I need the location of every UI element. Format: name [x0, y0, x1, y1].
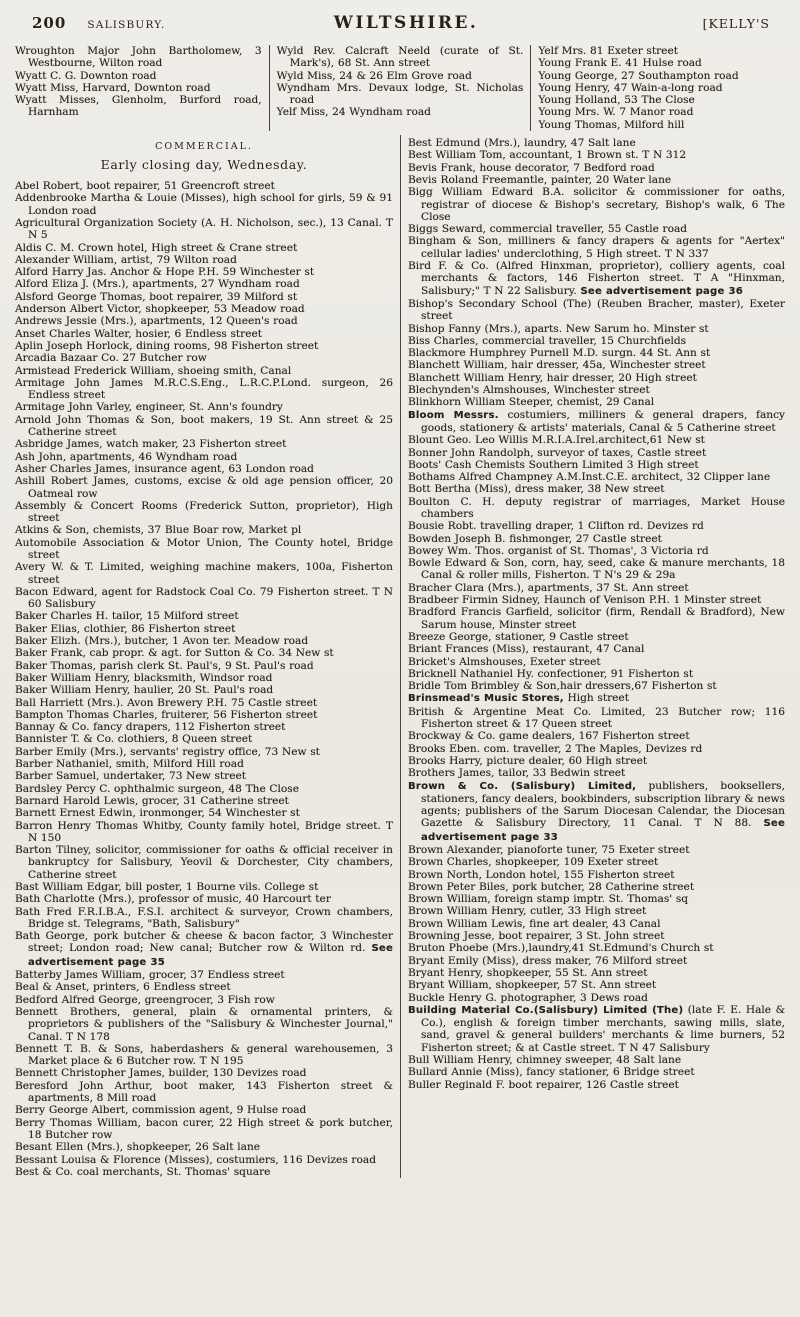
entry-text: Barton Tilney, solicitor, commissioner for oaths & official receiver in bankruptcy for Salisbury, Yeovil & Dorchester, City chambers, Catherine street — [15, 844, 393, 881]
residents-column-1 — [8, 45, 269, 131]
directory-entry — [15, 365, 393, 377]
directory-entry — [408, 223, 785, 235]
entry-text: Brown William Lewis, fine art dealer, 43 Canal — [408, 917, 661, 930]
directory-entry — [15, 660, 393, 672]
directory-entry — [408, 323, 785, 335]
directory-entry — [408, 656, 785, 668]
entry-text: Automobile Association & Motor Union, The County hotel, Bridge street — [15, 536, 393, 561]
directory-entry — [15, 733, 393, 745]
entry-text: Blinkhorn William Steeper, chemist, 29 Canal — [408, 396, 655, 409]
directory-entry — [15, 1104, 393, 1116]
directory-entry — [408, 186, 785, 223]
entry-text: Yelf Miss, 24 Wyndham road — [276, 106, 431, 119]
directory-entry — [408, 692, 785, 705]
entry-text: Bishop Fanny (Mrs.), aparts. New Sarum ho. Minster st — [408, 322, 709, 335]
entry-text: Aldis C. M. Crown hotel, High street & Crane street — [15, 241, 298, 254]
directory-entry — [15, 881, 393, 893]
entry-text: Best & Co. coal merchants, St. Thomas' square — [15, 1165, 271, 1178]
entry-text: Blackmore Humphrey Purnell M.D. surgn. 44 St. Ann st — [408, 347, 711, 360]
directory-entry — [408, 680, 785, 692]
entry-text: Addenbrooke Martha & Louie (Misses), high school for girls, 59 & 91 London road — [15, 192, 393, 217]
directory-entry — [408, 955, 785, 967]
directory-entry — [15, 401, 393, 413]
directory-entry — [15, 1141, 393, 1153]
entry-text: Beresford John Arthur, boot maker, 143 Fisherton street & apartments, 8 Mill road — [15, 1079, 393, 1105]
header-county-title: WILTSHIRE. — [333, 13, 479, 33]
directory-entry — [15, 610, 393, 622]
directory-entry — [15, 463, 393, 475]
directory-entry — [15, 981, 393, 993]
entry-text: Armistead Frederick William, shoeing smith, Canal — [15, 364, 292, 377]
directory-entry — [277, 45, 524, 70]
directory-entry — [408, 409, 785, 435]
entry-text: Bannister T. & Co. clothiers, 8 Queen street — [15, 733, 253, 746]
entry-text: Wyatt Misses, Glenholm, Burford road, Harnham — [15, 94, 262, 119]
entry-text: Bryant William, shopkeeper, 57 St. Ann street — [408, 979, 657, 992]
directory-entry — [538, 57, 785, 69]
entry-text: Buckle Henry G. photographer, 3 Dews road — [408, 991, 648, 1004]
entry-text: Andrews Jessie (Mrs.), apartments, 12 Queen's road — [15, 315, 298, 328]
entry-text: Best Edmund (Mrs.), laundry, 47 Salt lane — [408, 137, 636, 150]
directory-entry — [408, 557, 785, 582]
directory-entry — [15, 278, 393, 290]
directory-entry — [15, 647, 393, 659]
directory-entry — [15, 217, 393, 242]
directory-entry — [15, 783, 393, 795]
entry-bold-text: See advertisement page 35 — [28, 943, 393, 968]
entry-text: Brown North, London hotel, 155 Fisherton street — [408, 868, 675, 881]
directory-entry — [408, 668, 785, 680]
commercial-column-left — [8, 135, 400, 1178]
entry-text: Avery W. & T. Limited, weighing machine makers, 100a, Fisherton street — [15, 561, 393, 586]
directory-entry — [15, 45, 262, 70]
directory-entry — [408, 162, 785, 174]
entry-text: Alford Eliza J. (Mrs.), apartments, 27 Wyndham road — [15, 278, 300, 291]
directory-entry — [408, 483, 785, 495]
residents-column-3 — [530, 45, 792, 131]
directory-entry — [15, 315, 393, 327]
directory-entry — [15, 684, 393, 696]
directory-entry — [15, 303, 393, 315]
directory-entry — [408, 767, 785, 779]
directory-entry — [15, 377, 393, 402]
directory-entry — [15, 94, 262, 119]
entry-text: Bott Bertha (Miss), dress maker, 38 New street — [408, 483, 665, 496]
entry-text: publishers, booksellers, stationers, fancy dealers, bookbinders, subscription library & news agents; publishers of the Sarum Diocesan Calendar, the Diocesan Gazette & Salisbury Directory, 11 Canal. T N 88. — [421, 779, 785, 830]
entry-text: Blanchett William, hair dresser, 45a, Winchester street — [408, 359, 706, 372]
directory-entry — [408, 520, 785, 532]
page-number: 200 — [32, 14, 67, 32]
directory-entry — [408, 1066, 785, 1078]
entry-text: Bricknell Nathaniel Hy. confectioner, 91 Fisherton st — [408, 667, 694, 680]
entry-text: Bardsley Percy C. ophthalmic surgeon, 48 The Close — [15, 782, 299, 795]
directory-entry — [408, 942, 785, 954]
entry-text: Breeze George, stationer, 9 Castle street — [408, 630, 629, 643]
entry-text: Bousie Robt. travelling draper, 1 Clifton rd. Devizes rd — [408, 520, 704, 533]
entry-text: Brown Alexander, pianoforte tuner, 75 Exeter street — [408, 844, 690, 856]
entry-text: Ball Harriett (Mrs.). Avon Brewery P.H. 75 Castle street — [15, 696, 318, 709]
directory-entry — [408, 1004, 785, 1054]
residents-continuation-section — [8, 45, 792, 131]
directory-entry — [277, 70, 524, 82]
directory-entry — [15, 746, 393, 758]
directory-entry — [15, 807, 393, 819]
entry-text: Young Holland, 53 The Close — [538, 94, 695, 107]
entry-text: Brown Charles, shopkeeper, 109 Exeter street — [408, 856, 659, 869]
entry-text: Atkins & Son, chemists, 37 Blue Boar row, Market pl — [15, 524, 302, 537]
directory-entry — [408, 869, 785, 881]
directory-entry — [408, 347, 785, 359]
directory-entry — [408, 582, 785, 594]
entry-text: Besant Ellen (Mrs.), shopkeeper, 26 Salt lane — [15, 1141, 261, 1154]
directory-entry — [15, 1043, 393, 1068]
directory-entry — [15, 969, 393, 981]
directory-entry — [15, 500, 393, 525]
directory-entry — [408, 881, 785, 893]
directory-entry — [15, 328, 393, 340]
directory-entry — [408, 137, 785, 149]
entry-text: Bowey Wm. Thos. organist of St. Thomas', 3 Victoria rd — [408, 544, 709, 557]
entry-text: Wyld Miss, 24 & 26 Elm Grove road — [276, 69, 472, 82]
entry-text: Baker William Henry, blacksmith, Windsor road — [15, 671, 273, 684]
directory-entry — [15, 1006, 393, 1043]
directory-entry — [15, 1166, 393, 1178]
entry-text: Bedford Alfred George, greengrocer, 3 Fish row — [15, 993, 275, 1006]
directory-entry — [15, 586, 393, 611]
directory-entry — [15, 893, 393, 905]
directory-entry — [15, 1080, 393, 1105]
entry-text: Bradbeer Firmin Sidney, Haunch of Venison P.H. 1 Minster street — [408, 594, 762, 607]
entry-text: Bacon Edward, agent for Radstock Coal Co. 79 Fisherton street. T N 60 Salisbury — [15, 585, 393, 611]
directory-entry — [15, 1117, 393, 1142]
entry-text: Arnold John Thomas & Son, boot makers, 19 St. Ann street & 25 Catherine street — [15, 413, 393, 439]
entry-text: Abel Robert, boot repairer, 51 Greencroft street — [15, 180, 275, 193]
directory-entry — [15, 770, 393, 782]
header-place-label: SALISBURY. — [87, 19, 166, 31]
directory-entry — [15, 192, 393, 217]
entry-text: Brockway & Co. game dealers, 167 Fisherton street — [408, 730, 690, 743]
entry-text: Asher Charles James, insurance agent, 63 London road — [15, 462, 314, 475]
commercial-heading: COMMERCIAL. — [155, 141, 253, 153]
entry-text: Ashill Robert James, customs, excise & old age pension officer, 20 Oatmeal row — [15, 475, 393, 500]
directory-entry — [408, 930, 785, 942]
entry-text: Young Mrs. W. 7 Manor road — [538, 106, 694, 119]
directory-entry — [408, 643, 785, 655]
directory-entry — [408, 706, 785, 731]
entry-text: Berry Thomas William, bacon curer, 22 High street & pork butcher, 18 Butcher row — [15, 1116, 393, 1141]
entry-text: Bevis Frank, house decorator, 7 Bedford road — [408, 161, 655, 174]
directory-entry — [408, 174, 785, 186]
directory-entry — [408, 1054, 785, 1066]
directory-entry — [408, 905, 785, 917]
directory-entry — [15, 414, 393, 439]
directory-entry — [15, 906, 393, 931]
entry-text: Brown William Henry, cutler, 33 High street — [408, 905, 647, 918]
entry-text: Young Henry, 47 Wain-a-long road — [538, 81, 723, 94]
directory-entry — [15, 697, 393, 709]
directory-entry — [277, 82, 524, 107]
entry-text: Blechynden's Almshouses, Winchester street — [408, 384, 650, 397]
commercial-column-right — [400, 135, 792, 1178]
entry-text: Blanchett William Henry, hair dresser, 20 High street — [408, 371, 697, 384]
directory-entry — [408, 1079, 785, 1091]
directory-entry — [15, 438, 393, 450]
directory-entry — [408, 594, 785, 606]
directory-entry — [408, 730, 785, 742]
directory-entry — [538, 70, 785, 82]
directory-entry — [408, 335, 785, 347]
directory-entry — [15, 537, 393, 562]
entry-text: Barber Samuel, undertaker, 73 New street — [15, 770, 247, 783]
entry-text: Brown Peter Biles, pork butcher, 28 Catherine street — [408, 880, 695, 893]
directory-entry — [15, 291, 393, 303]
directory-entry — [408, 298, 785, 323]
entry-text: Boulton C. H. deputy registrar of marriages, Market House chambers — [408, 495, 785, 520]
entry-text: Biggs Seward, commercial traveller, 55 Castle road — [408, 223, 688, 236]
entry-text: Aplin Joseph Horlock, dining rooms, 98 Fisherton street — [15, 339, 319, 352]
directory-entry — [408, 631, 785, 643]
header-directory-label: [KELLY'S — [702, 16, 770, 31]
directory-entry — [15, 1154, 393, 1166]
entry-text: Bothams Alfred Champney A.M.Inst.C.E. architect, 32 Clipper lane — [408, 471, 771, 484]
directory-entry — [15, 844, 393, 881]
directory-entry — [408, 359, 785, 371]
entry-text: Agricultural Organization Society (A. H. Nicholson, sec.), 13 Canal. T N 5 — [15, 216, 393, 242]
entry-text: Bevis Roland Freemantle, painter, 20 Water lane — [408, 173, 672, 186]
directory-entry — [408, 743, 785, 755]
entry-text: Wyatt C. G. Downton road — [15, 69, 157, 82]
entry-text: Bingham & Son, milliners & fancy drapers & agents for "Aertex" cellular ladies' underclothing, 5 High street. T N 337 — [408, 235, 785, 260]
directory-entry — [408, 260, 785, 298]
entry-text: Bath Charlotte (Mrs.), professor of music, 40 Harcourt ter — [15, 893, 331, 906]
directory-entry — [15, 180, 393, 192]
entry-text: Bishop's Secondary School (The) (Reuben Bracher, master), Exeter street — [408, 297, 785, 323]
entry-text: Briant Frances (Miss), restaurant, 47 Canal — [408, 643, 645, 656]
directory-entry — [15, 561, 393, 586]
entry-text: Bryant Henry, shopkeeper, 55 St. Ann street — [408, 966, 648, 979]
entry-text: Bricket's Almshouses, Exeter street — [408, 655, 601, 668]
entry-text: Wyld Rev. Calcraft Neeld (curate of St. Mark's), 68 St. Ann street — [276, 45, 524, 70]
entry-text: (late F. E. Hale & Co.), english & foreign timber merchants, sawing mills, slate, sand, gravel & general builders' merchants & lime burners, 52 Fisherton street; & at Castle street. T N 47 Salisbury — [421, 1003, 785, 1054]
entry-text: Best William Tom, accountant, 1 Brown st. T N 312 — [408, 149, 687, 162]
entry-text: Baker William Henry, haulier, 20 St. Paul's road — [15, 684, 274, 697]
entry-text: Barnard Harold Lewis, grocer, 31 Catherine street — [15, 794, 289, 807]
entry-text: Young Frank E. 41 Hulse road — [538, 57, 702, 70]
entry-text: Brooks Harry, picture dealer, 60 High street — [408, 754, 648, 767]
directory-entry — [538, 106, 785, 118]
directory-entry — [15, 635, 393, 647]
directory-entry — [408, 992, 785, 1004]
directory-entry — [15, 709, 393, 721]
entry-text: Baker Elias, clothier, 86 Fisherton street — [15, 622, 236, 635]
entry-text: Bast William Edgar, bill poster, 1 Bourne vils. College st — [15, 881, 319, 893]
entry-text: Bigg William Edward B.A. solicitor & commissioner for oaths, registrar of diocese & Bishop's secretary, Bishop's walk, 6 The Close — [408, 186, 785, 223]
directory-entry — [408, 606, 785, 631]
entry-text: Biss Charles, commercial traveller, 15 Churchfields — [408, 334, 687, 347]
entry-text: Baker Frank, cab propr. & agt. for Sutton & Co. 34 New st — [15, 647, 334, 660]
entry-text: Bampton Thomas Charles, fruiterer, 56 Fisherton street — [15, 708, 318, 721]
directory-entry — [408, 979, 785, 991]
entry-text: Assembly & Concert Rooms (Frederick Sutton, proprietor), High street — [15, 499, 393, 525]
entry-text: Anset Charles Walter, hosier, 6 Endless street — [15, 327, 263, 340]
directory-entry — [277, 106, 524, 118]
entry-text: Ash John, apartments, 46 Wyndham road — [15, 450, 238, 463]
directory-entry — [408, 533, 785, 545]
directory-entry — [15, 758, 393, 770]
directory-entry — [408, 434, 785, 446]
directory-entry — [538, 94, 785, 106]
entry-text: Alexander William, artist, 79 Wilton road — [15, 253, 237, 266]
entry-bold-text: Brinsmead's Music Stores, — [408, 693, 564, 705]
directory-entry — [15, 451, 393, 463]
entry-text: Brothers James, tailor, 33 Bedwin street — [408, 767, 626, 780]
directory-entry — [408, 149, 785, 161]
entry-text: Yelf Mrs. 81 Exeter street — [538, 45, 678, 57]
entry-text: Browning Jesse, boot repairer, 3 St. John street — [408, 930, 665, 943]
residents-column-2 — [269, 45, 531, 131]
directory-entry — [408, 893, 785, 905]
early-closing-note: Early closing day, Wednesday. — [100, 157, 308, 173]
directory-entry — [408, 918, 785, 930]
entry-text: Bessant Louisa & Florence (Misses), costumiers, 116 Devizes road — [15, 1153, 376, 1166]
entry-bold-text: Building Material Co.(Salisbury) Limited (The) — [408, 1004, 684, 1016]
entry-text: Berry George Albert, commission agent, 9 Hulse road — [15, 1104, 307, 1117]
directory-entry — [538, 119, 785, 131]
directory-entry — [408, 780, 785, 844]
directory-entry — [408, 844, 785, 856]
entry-text: Arcadia Bazaar Co. 27 Butcher row — [15, 352, 207, 365]
entry-text: Wyndham Mrs. Devaux lodge, St. Nicholas road — [276, 81, 524, 107]
entry-text: Bracher Clara (Mrs.), apartments, 37 St. Ann street — [408, 581, 689, 594]
entry-text: Batterby James William, grocer, 37 Endless street — [15, 969, 285, 982]
directory-entry — [538, 45, 785, 57]
directory-entry — [15, 623, 393, 635]
entry-bold-text: See advertisement page 33 — [421, 818, 785, 843]
entry-text: Armitage John Varley, engineer, St. Ann's foundry — [15, 401, 283, 414]
entry-bold-text: Brown & Co. (Salisbury) Limited, — [408, 780, 637, 792]
entry-text: Brown William, foreign stamp imptr. St. Thomas' sq — [408, 893, 689, 906]
entry-text: Bryant Emily (Miss), dress maker, 76 Milford street — [408, 954, 688, 967]
directory-entry — [15, 930, 393, 969]
entry-text: Asbridge James, watch maker, 23 Fisherton street — [15, 438, 287, 451]
directory-entry — [408, 856, 785, 868]
entry-text: Young George, 27 Southampton road — [538, 69, 739, 82]
directory-entry — [408, 967, 785, 979]
entry-bold-text: See advertisement page 36 — [580, 285, 743, 297]
directory-entry — [538, 82, 785, 94]
entry-text: Baker Charles H. tailor, 15 Milford street — [15, 610, 239, 623]
directory-entry — [15, 82, 262, 94]
commercial-section — [8, 135, 792, 1178]
directory-entry — [15, 340, 393, 352]
entry-text: Bowle Edward & Son, corn, hay, seed, cake & manure merchants, 18 Canal & roller mills, Fisherton. T N's 29 & 29a — [408, 557, 785, 582]
directory-entry — [15, 672, 393, 684]
entry-text: Baker Elizh. (Mrs.), butcher, 1 Avon ter. Meadow road — [15, 635, 309, 648]
entry-text: Alsford George Thomas, boot repairer, 39 Milford st — [15, 290, 298, 303]
directory-entry — [408, 235, 785, 260]
entry-text: Bull William Henry, chimney sweeper, 48 Salt lane — [408, 1054, 682, 1067]
entry-text: Bath George, pork butcher & cheese & bacon factor, 3 Winchester street; London road; New canal; Butcher row & Wilton rd. — [15, 930, 393, 955]
entry-text: Bullard Annie (Miss), fancy stationer, 6 Bridge street — [408, 1066, 695, 1079]
directory-entry — [15, 524, 393, 536]
directory-entry — [408, 755, 785, 767]
directory-entry — [15, 795, 393, 807]
entry-text: British & Argentine Meat Co. Limited, 23 Butcher row; 116 Fisherton street & 17 Queen street — [408, 705, 785, 731]
directory-entry — [15, 352, 393, 364]
entry-text: Bennett Brothers, general, plain & ornamental printers, & proprietors & publishers of the "Salisbury & Winchester Journal," Canal. T N 178 — [15, 1005, 393, 1043]
entry-text: Barron Henry Thomas Whitby, County family hotel, Bridge street. T N 150 — [15, 819, 393, 844]
directory-entry — [408, 471, 785, 483]
entry-text: Bennett Christopher James, builder, 130 Devizes road — [15, 1067, 307, 1080]
entry-text: Beal & Anset, printers, 6 Endless street — [15, 981, 231, 994]
entry-text: High street — [563, 692, 629, 705]
entry-text: Armitage John James M.R.C.S.Eng., L.R.C.P.Lond. surgeon, 26 Endless street — [15, 376, 393, 402]
directory-entry — [15, 475, 393, 500]
directory-entry — [408, 496, 785, 521]
entry-text: Wyatt Miss, Harvard, Downton road — [15, 81, 211, 94]
directory-entry — [408, 447, 785, 459]
entry-text: Barber Nathaniel, smith, Milford Hill road — [15, 758, 244, 771]
entry-text: Barnett Ernest Edwin, ironmonger, 54 Winchester st — [15, 807, 300, 820]
directory-entry — [408, 459, 785, 471]
directory-entry — [15, 242, 393, 254]
entry-text: Young Thomas, Milford hill — [538, 118, 685, 131]
directory-entry — [408, 396, 785, 408]
directory-entry — [408, 372, 785, 384]
entry-text: Baker Thomas, parish clerk St. Paul's, 9 St. Paul's road — [15, 659, 314, 672]
entry-text: Wroughton Major John Bartholomew, 3 Westbourne, Wilton road — [15, 45, 262, 70]
commercial-entries-left — [15, 180, 393, 1178]
page-header — [0, 0, 800, 33]
header-left — [32, 13, 166, 32]
entry-text: Bruton Phoebe (Mrs.),laundry,41 St.Edmund's Church st — [408, 942, 714, 955]
entry-text: Alford Harry Jas. Anchor & Hope P.H. 59 Winchester st — [15, 266, 315, 279]
directory-entry — [15, 820, 393, 845]
entry-text: costumiers, milliners & general drapers, fancy goods, stationery & artists' materials, Canal & 5 Catherine street — [421, 408, 785, 434]
entry-text: Bath Fred F.R.I.B.A., F.S.I. architect & surveyor, Crown chambers, Bridge st. Telegrams, "Bath, Salisbury" — [15, 905, 393, 930]
entry-text: Bonner John Randolph, surveyor of taxes, Castle street — [408, 446, 707, 459]
directory-entry — [15, 266, 393, 278]
entry-text: Blount Geo. Leo Willis M.R.I.A.Irel.architect,61 New st — [408, 434, 705, 447]
directory-entry — [408, 384, 785, 396]
entry-bold-text: Bloom Messrs. — [408, 409, 499, 421]
entry-text: Barber Emily (Mrs.), servants' registry office, 73 New st — [15, 745, 320, 758]
directory-entry — [15, 70, 262, 82]
entry-text: Bannay & Co. fancy drapers, 112 Fisherton street — [15, 721, 286, 734]
entry-text: Anderson Albert Victor, shopkeeper, 53 Meadow road — [15, 303, 305, 316]
directory-entry — [15, 1067, 393, 1079]
entry-text: Buller Reginald F. boot repairer, 126 Castle street — [408, 1078, 679, 1091]
entry-text: Bird F. & Co. (Alfred Hinxman, proprietor), colliery agents, coal merchants & factors, 146 Fisherton street. T A "Hinxman, Salisbury;" T N 22 Salisbury. — [408, 260, 785, 297]
entry-text: Boots' Cash Chemists Southern Limited 3 High street — [408, 458, 699, 471]
entry-text: Bennett T. B. & Sons, haberdashers & general warehousemen, 3 Market place & 6 Butcher row. T N 195 — [15, 1042, 393, 1068]
entry-text: Bowden Joseph B. fishmonger, 27 Castle street — [408, 532, 662, 545]
entry-text: Bradford Francis Garfield, solicitor (firm, Rendall & Bradford), New Sarum house, Minster street — [408, 606, 785, 631]
directory-entry — [408, 545, 785, 557]
entry-text: Brooks Eben. com. traveller, 2 The Maples, Devizes rd — [408, 742, 703, 755]
directory-entry — [15, 994, 393, 1006]
entry-text: Bridle Tom Brimbley & Son,hair dressers,67 Fisherton st — [408, 680, 717, 693]
directory-entry — [15, 721, 393, 733]
directory-entry — [15, 254, 393, 266]
